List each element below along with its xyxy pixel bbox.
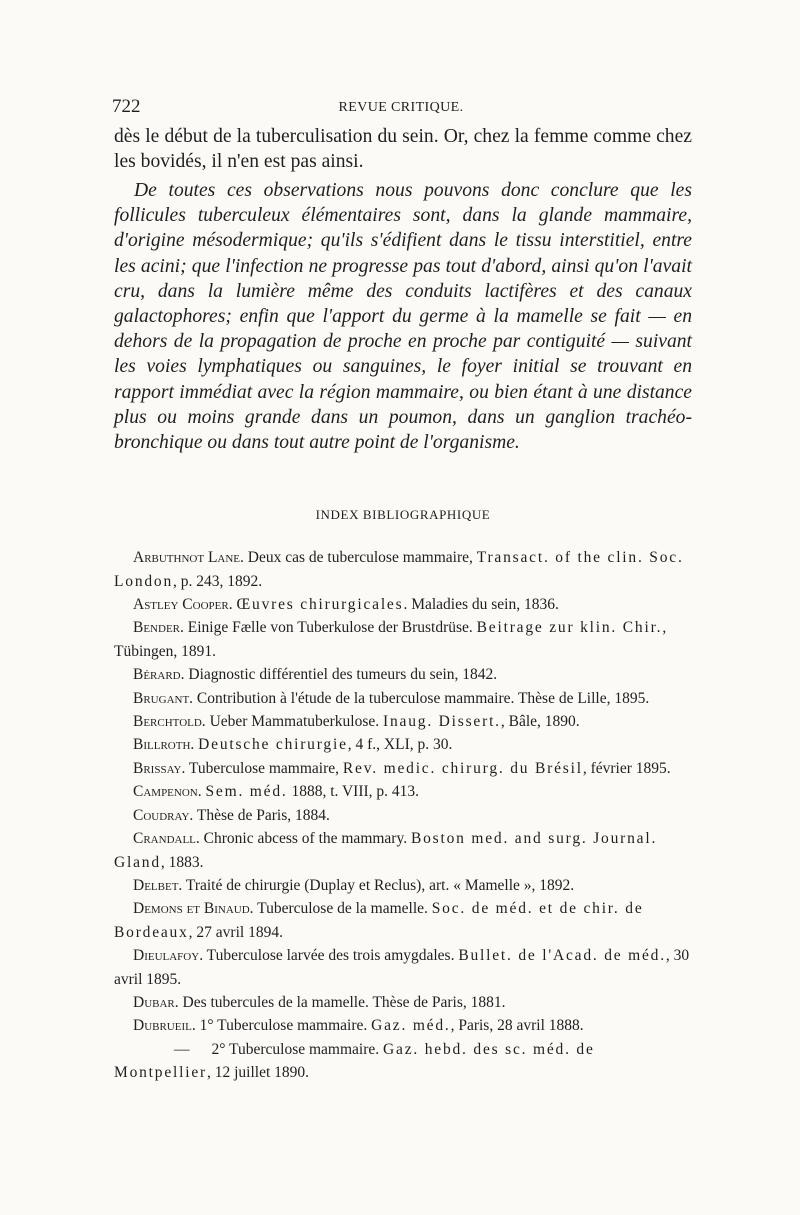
entry-author: Brissay. (133, 759, 186, 777)
bibliography-entry (114, 616, 692, 663)
bibliography-entry (114, 827, 692, 874)
bibliography-entry (114, 1038, 692, 1085)
bibliography-entry (114, 687, 692, 710)
entry-journal: Boston med. and surg. Journal. Gland (114, 830, 658, 871)
bibliography-entry (114, 710, 692, 733)
entry-text: Tuberculose mammaire, (185, 759, 343, 777)
bibliography-entry (114, 780, 692, 803)
entry-text: Tuberculose de la mamelle. (253, 900, 432, 918)
entry-journal: Bullet. de l'Acad. de méd. (458, 947, 666, 965)
entry-text: Traité de chirurgie (Duplay et Reclus), art. « Mamelle », 1892. (182, 876, 575, 894)
entry-tail: . Maladies du sein, 1836. (403, 596, 559, 614)
entry-author: Dubar. (133, 993, 179, 1011)
entry-journal: Œuvres chirurgicales (236, 596, 404, 614)
entry-text: Ueber Mammatuberkulose. (205, 713, 384, 731)
entry-author: Demons et Binaud. (133, 900, 254, 918)
entry-tail: , 27 avril 1894. (188, 923, 283, 941)
entry-text: Thèse de Paris, 1884. (193, 806, 330, 824)
entry-journal: Gaz. hebd. des sc. méd. de Montpellier (114, 1040, 595, 1082)
entry-text: Tuberculose larvée des trois amygdales. (203, 947, 459, 965)
bibliography-list (114, 546, 692, 1084)
bibliography-entry (114, 593, 692, 616)
entry-tail: , p. 243, 1892. (173, 572, 263, 590)
entry-tail: , Bâle, 1890. (500, 713, 580, 731)
page-number: 722 (112, 96, 141, 117)
running-title: REVUE CRITIQUE. (338, 100, 464, 115)
entry-author: Dieulafoy. (133, 947, 204, 965)
entry-author: Astley Cooper. (133, 596, 233, 614)
entry-text: Diagnostic différentiel des tumeurs du sein, 1842. (184, 666, 498, 684)
entry-author: Arbuthnot Lane. (133, 549, 244, 567)
entry-text: 2° Tuberculose mammaire. (211, 1040, 384, 1058)
entry-text: Einige Fælle von Tuberkulose der Brustdrüse. (183, 619, 477, 637)
entry-author: Delbet. (133, 876, 183, 894)
entry-author: Bérard. (133, 666, 185, 684)
entry-journal: Deutsche chirurgie (198, 736, 348, 754)
entry-text: Contribution à l'étude de la tuberculose mammaire. Thèse de Lille, 1895. (193, 689, 650, 707)
bibliography-entry (114, 804, 692, 827)
entry-tail: , 4 f., XLI, p. 30. (347, 736, 453, 754)
entry-author: Campenon. (133, 783, 202, 801)
entry-author: Crandall. (133, 830, 200, 848)
entry-journal: Rev. medic. chirurg. du Brésil (342, 759, 583, 777)
bibliography-entry (114, 897, 692, 944)
bibliography-entry (114, 874, 692, 897)
conclusion-paragraph: De toutes ces observations nous pouvons donc conclure que les follicules tuberculeux élémentaires sont, dans la glande mammaire, d'origine mésodermique; qu'ils s'édifient dans le tissu interstitiel, entre les acini; que l'infection ne progresse pas tout d'abord, ainsi qu'on l'avait cru, dans la lumière même des conduits lactifères et des canaux galactophores; enfin que l'apport du germe à la mamelle se fait — en dehors de la propagation de proche en proche par contiguité — suivant les voies lymphatiques ou sanguines, le foyer initial se trouvant en rapport immédiat avec la région mammaire, ou bien étant à une distance plus ou moins grande dans un poumon, dans un ganglion trachéo-bronchique ou dans tout autre point de l'organisme. (114, 180, 692, 454)
entry-author: Brugant. (133, 689, 194, 707)
entry-journal: Gaz. méd. (371, 1017, 451, 1035)
entry-journal: Beitrage zur klin. Chir. (476, 619, 663, 637)
entry-dash: — (174, 1040, 190, 1058)
bibliography-entry (114, 733, 692, 756)
entry-tail: , février 1895. (582, 759, 671, 777)
entry-journal: Sem. méd. (205, 783, 288, 801)
entry-journal: Transact. of the clin. Soc. London (114, 549, 684, 590)
bibliography-entry (114, 1014, 692, 1037)
entry-text: Des tubercules de la mamelle. Thèse de Paris, 1881. (178, 993, 506, 1011)
entry-author: Coudray. (133, 806, 194, 824)
entry-tail: , 12 juillet 1890. (206, 1064, 310, 1082)
entry-tail: , 30 avril 1895. (114, 947, 690, 988)
entry-author: Bender. (133, 619, 184, 637)
entry-journal: Soc. de méd. et de chir. de Bordeaux (114, 900, 644, 941)
entry-journal: Inaug. Dissert. (383, 713, 501, 731)
paragraph-continuation: dès le début de la tuberculisation du sein. Or, chez la femme comme chez les bovidés, il n'en est pas ainsi. (114, 126, 692, 172)
entry-author: Billroth. (133, 736, 195, 754)
index-title: INDEX BIBLIOGRAPHIQUE (315, 507, 491, 523)
entry-text: Deux cas de tuberculose mammaire, (243, 549, 477, 567)
entry-tail: , 1883. (160, 853, 204, 871)
bibliography-entry (114, 757, 692, 780)
bibliography-entry (114, 546, 692, 593)
bibliography-entry (114, 663, 692, 686)
entry-tail: 1888, t. VIII, p. 413. (287, 783, 420, 801)
page-header (112, 96, 690, 120)
entry-tail: , Tübingen, 1891. (114, 619, 667, 660)
entry-text: Chronic abcess of the mammary. (199, 830, 411, 848)
entry-text: 1° Tuberculose mammaire. (195, 1017, 372, 1035)
entry-tail: , Paris, 28 avril 1888. (450, 1017, 584, 1035)
bibliography-entry (114, 944, 692, 991)
entry-author: Dubrueil. (133, 1017, 196, 1035)
page-body (114, 124, 692, 1085)
entry-author: Berchtold. (133, 713, 206, 731)
bibliography-entry (114, 991, 692, 1014)
